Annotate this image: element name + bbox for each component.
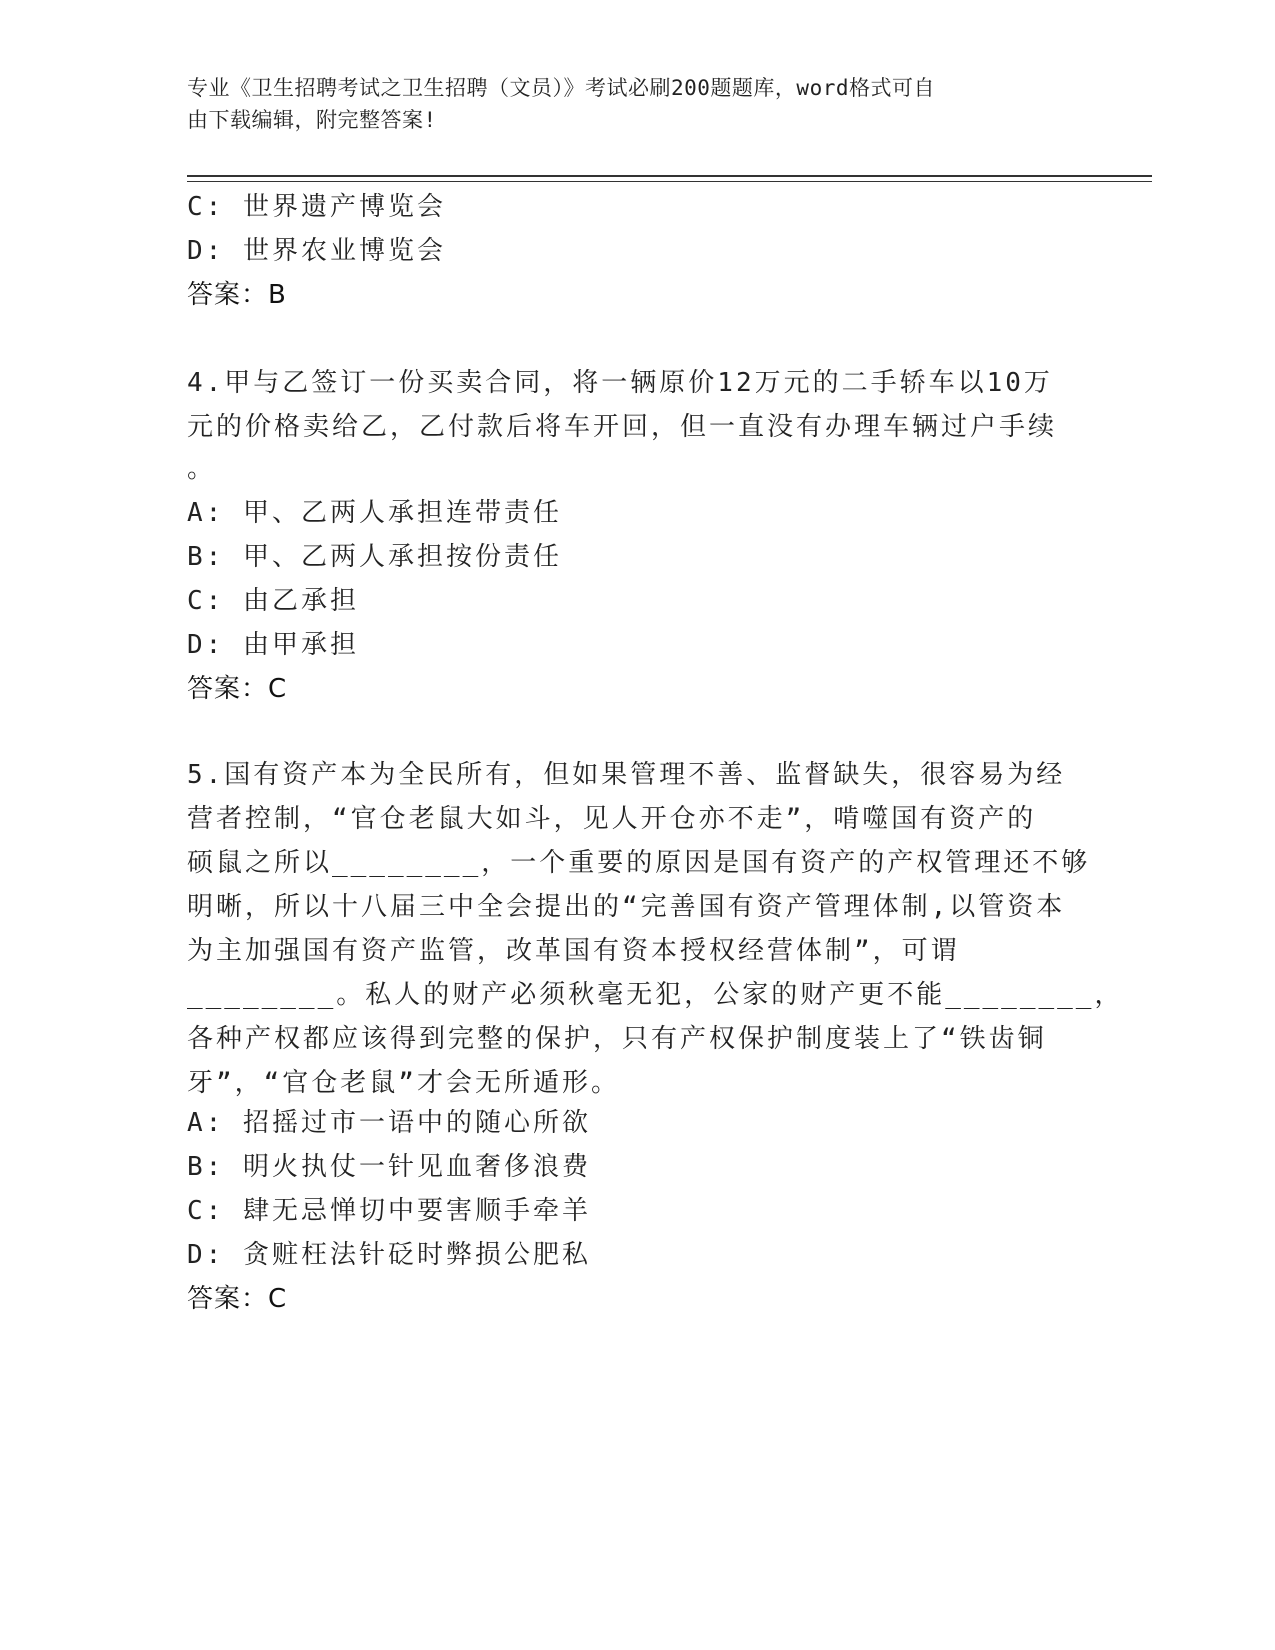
q5-stem-line-2: 营者控制，“官仓老鼠大如斗，见人开仓亦不走”，啃噬国有资产的 bbox=[187, 804, 1037, 834]
q4-option-c: C: 由乙承担 bbox=[187, 586, 359, 616]
q5-stem-line-3: 硕鼠之所以________，一个重要的原因是国有资产的产权管理还不够 bbox=[187, 848, 1091, 878]
q4-option-a: A: 甲、乙两人承担连带责任 bbox=[187, 498, 562, 528]
q3-answer: 答案：B bbox=[187, 280, 287, 310]
q4-option-b: B: 甲、乙两人承担按份责任 bbox=[187, 542, 562, 572]
q5-stem-line-8: 牙”，“官仓老鼠”才会无所遁形。 bbox=[187, 1068, 620, 1098]
q4-stem-line-2: 元的价格卖给乙，乙付款后将车开回，但一直没有办理车辆过户手续 bbox=[187, 412, 1058, 442]
q5-option-a: A: 招摇过市一语中的随心所欲 bbox=[187, 1108, 591, 1138]
q5-stem-line-5: 为主加强国有资产监管，改革国有资本授权经营体制”，可谓 bbox=[187, 936, 960, 966]
q5-option-d: D: 贪赃枉法针砭时弊损公肥私 bbox=[187, 1240, 591, 1270]
header-line-1: 专业《卫生招聘考试之卫生招聘（文员）》考试必刷200题题库，word格式可自 bbox=[187, 76, 935, 100]
q5-option-c: C: 肆无忌惮切中要害顺手牵羊 bbox=[187, 1196, 591, 1226]
q5-stem-line-1: 5.国有资产本为全民所有，但如果管理不善、监督缺失，很容易为经 bbox=[187, 760, 1066, 790]
q5-answer: 答案：C bbox=[187, 1284, 288, 1314]
q4-stem-line-3: 。 bbox=[187, 454, 217, 484]
q4-answer: 答案：C bbox=[187, 674, 288, 704]
q4-option-d: D: 由甲承担 bbox=[187, 630, 359, 660]
q5-stem-line-6: ________。私人的财产必须秋毫无犯，公家的财产更不能________， bbox=[187, 980, 1124, 1010]
q4-stem-line-1: 4.甲与乙签订一份买卖合同，将一辆原价12万元的二手轿车以10万 bbox=[187, 368, 1053, 398]
header-line-2: 由下载编辑，附完整答案! bbox=[187, 108, 437, 132]
header-divider-thin bbox=[187, 181, 1152, 182]
header-divider-thick bbox=[187, 175, 1152, 177]
q3-option-c: C: 世界遗产博览会 bbox=[187, 192, 446, 222]
q5-stem-line-4: 明晰，所以十八届三中全会提出的“完善国有资产管理体制,以管资本 bbox=[187, 892, 1066, 922]
document-header bbox=[187, 72, 1067, 136]
q5-stem-line-7: 各种产权都应该得到完整的保护，只有产权保护制度装上了“铁齿铜 bbox=[187, 1024, 1047, 1054]
q3-option-d: D: 世界农业博览会 bbox=[187, 236, 446, 266]
q5-option-b: B: 明火执仗一针见血奢侈浪费 bbox=[187, 1152, 591, 1182]
